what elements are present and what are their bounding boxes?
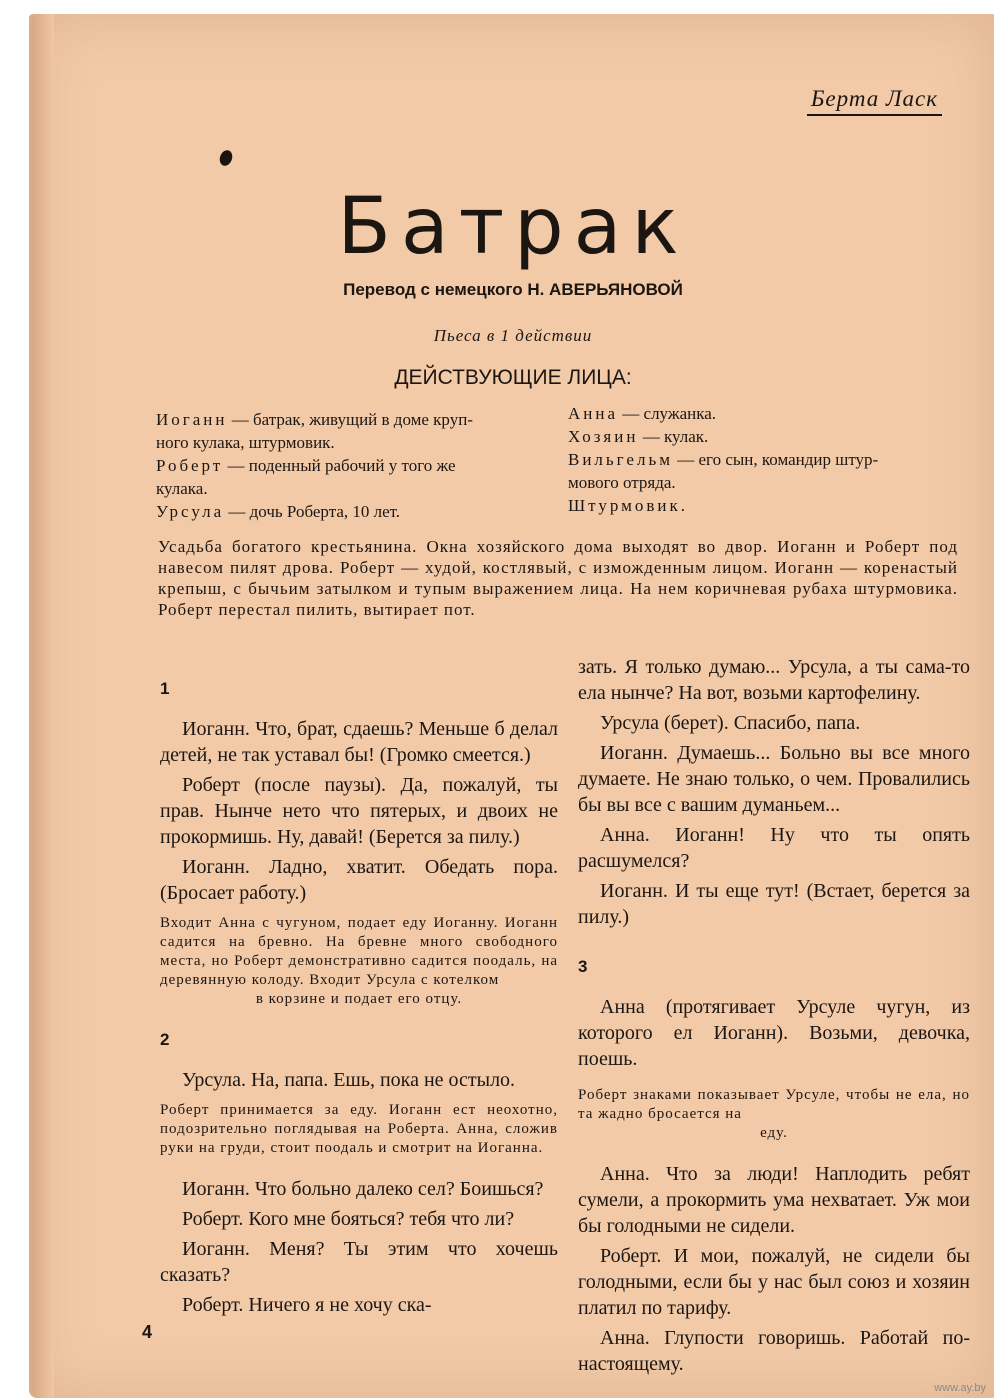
cast-list-left (156, 408, 544, 523)
stage-direction (160, 914, 558, 1009)
cast-name: Вильгельм (568, 450, 673, 469)
stage-direction-text: Входит Анна с чугуном, подает еду Иоганну. Иоганн садится на бревно. На бревне много свободного места, но Роберт демонстративно садится поодаль, на деревянную колоду. Входит Урсула с котелком (160, 915, 558, 988)
cast-name: Штурмовик (568, 496, 681, 515)
cast-name: Урсула (156, 502, 225, 521)
stage-direction-end: еду. (760, 1125, 788, 1141)
cast-entry (156, 500, 544, 523)
cast-entry-cont: мового отряда. (568, 473, 676, 492)
cast-entry (568, 494, 968, 517)
dialogue-line: Анна. Иоганн! Ну что ты опять расшумелся? (578, 824, 970, 872)
cast-desc: — поденный рабочий у того же (223, 456, 456, 475)
dialogue-line: Урсула. На, папа. Ешь, пока не остыло. (182, 1069, 516, 1091)
scene-setting: Усадьба богатого крестьянина. Окна хозяйского дома выходят во двор. Иоганн и Роберт под навесом пилят дрова. Роберт — худой, костлявый, с изможденным лицом. Иоганн — коренастый крепыш, с бычьим затылком и тупым выражением лица. На нем коричневая рубаха штурмовика. Роберт перестал пилить, вытирает пот. (158, 537, 958, 619)
stage-direction (578, 1086, 970, 1143)
cast-entry (156, 454, 544, 477)
dialogue-line: Урсула (берет). Спасибо, папа. (600, 712, 861, 734)
scene-number: 3 (578, 957, 588, 976)
cast-entry (156, 408, 544, 431)
cast-entry-cont: ного кулака, штурмовик. (156, 433, 335, 452)
dialogue-line: Иоганн. Думаешь... Больно вы все много думаете. Не знаю только, о чем. Провалились бы вы все с вашим думаньем... (578, 742, 970, 816)
dialogue-line: Иоганн. Ладно, хватит. Обедать пора. (Бросает работу.) (160, 856, 558, 904)
dialogue-line: Иоганн. Что больно далеко сел? Боишься? (182, 1178, 544, 1200)
dialogue-line: Иоганн. Меня? Ты этим что хочешь сказать? (160, 1238, 558, 1286)
dialogue-line: зать. Я только думаю... Урсула, а ты сама-то ела нынче? На вот, возьми картофелину. (578, 656, 970, 704)
cast-desc: — дочь Роберта, 10 лет. (224, 502, 401, 521)
dialogue-line: Анна (протягивает Урсуле чугун, из которого ел Иоганн). Возьми, девочка, поешь. (578, 996, 970, 1070)
cast-entry-cont: кулака. (156, 479, 208, 498)
cast-name: Анна (568, 404, 619, 423)
stage-direction-text: Роберт знаками показывает Урсуле, чтобы не ела, но та жадно бросается на (578, 1087, 970, 1122)
cast-desc: — кулак. (638, 427, 709, 446)
scene-number: 1 (160, 679, 170, 698)
text-column-left (160, 670, 558, 1322)
page-number: 4 (142, 1322, 153, 1342)
stage-direction: Роберт принимается за еду. Иоганн ест неохотно, подозрительно поглядывая на Роберта. Анна, сложив руки на груди, стоит поодаль и смотрит на Иоганна. (160, 1102, 558, 1156)
dialogue-line: Роберт. Кого мне бояться? тебя что ли? (182, 1208, 515, 1230)
dialogue-line: Иоганн. И ты еще тут! (Встает, берется за пилу.) (578, 880, 970, 928)
cast-heading: ДЕЙСТВУЮЩИЕ ЛИЦА: (394, 366, 632, 389)
ink-blot (218, 148, 235, 167)
dialogue-line: Роберт. И мои, пожалуй, не сидели бы голодными, если бы у нас был союз и хозяин платил по тарифу. (578, 1245, 970, 1319)
watermark: www.ay.by (934, 1382, 986, 1394)
cast-name: Иоганн (156, 410, 228, 429)
dialogue-line: Анна. Что за люди! Наплодить ребят сумели, а прокормить ума нехватает. Уж мои бы голодными не сидели. (578, 1163, 970, 1237)
cast-desc: — его сын, командир штур- (672, 450, 879, 469)
stage-direction-end: в корзине и подает его отцу. (255, 991, 463, 1007)
cast-name: Хозяин (568, 427, 639, 446)
cast-list-right (568, 402, 968, 517)
page-sheet (32, 14, 994, 1398)
cast-desc: — служанка. (618, 404, 717, 423)
dialogue-line: Анна. Глупости говоришь. Работай по-настоящему. (578, 1327, 970, 1375)
scene-number: 2 (160, 1030, 170, 1049)
author-name: Берта Ласк (807, 86, 942, 116)
cast-desc: — батрак, живущий в доме круп- (227, 410, 473, 429)
dialogue-line: Роберт (после паузы). Да, пожалуй, ты прав. Нынче нето что пятерых, и двоих не прокормишь. Ну, давай! (Берется за пилу.) (160, 774, 558, 848)
dialogue-line: Иоганн. Что, брат, сдаешь? Меньше б делал детей, не так уставал бы! (Громко смеется.) (160, 718, 558, 766)
cast-entry (568, 425, 968, 448)
play-title: Батрак (337, 182, 689, 272)
dialogue-line: Роберт. Ничего я не хочу ска- (182, 1294, 432, 1316)
cast-entry (568, 402, 968, 425)
translation-credit: Перевод с немецкого Н. АВЕРЬЯНОВОЙ (343, 280, 683, 299)
cast-entry (568, 448, 968, 471)
cast-name: Роберт (156, 456, 224, 475)
text-column-right (578, 654, 970, 1381)
cast-desc: . (680, 496, 685, 515)
play-genre: Пьеса в 1 действии (433, 326, 593, 345)
